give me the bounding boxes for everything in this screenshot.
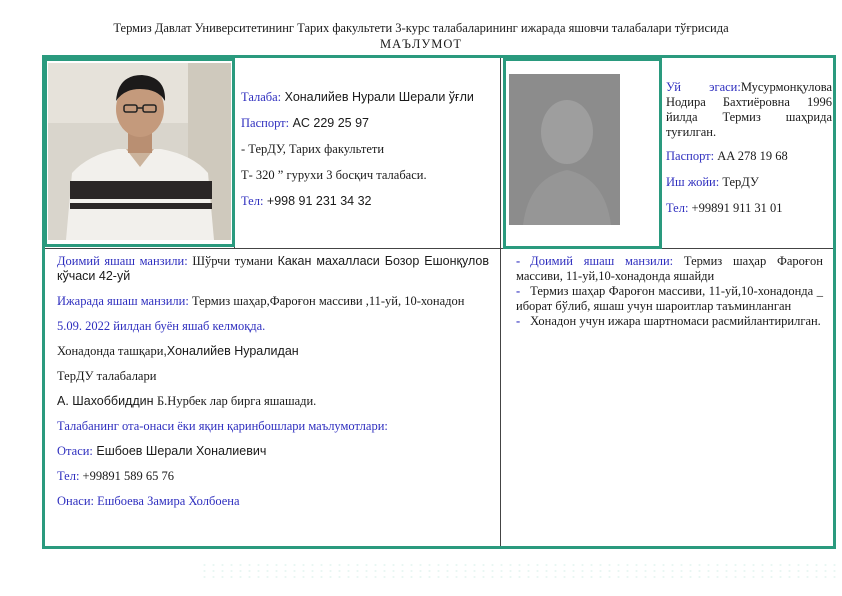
owner-name: Мусурмонқулова Нодира Бахтиёровна 1996 йилда Термиз шаҳрида туғилган. [666, 80, 832, 139]
housing-item-2 [516, 284, 823, 314]
housing-details [516, 254, 823, 329]
owner-info [666, 80, 832, 216]
housing-item-1-text: Термиз шаҳар Фароғон массиви, 11-уй,10-хонадонда яшайди [516, 254, 823, 283]
housing-item-3-text: Хонадон учун ижара шартномаси расмийлантирилган. [530, 314, 821, 328]
student-name-label: Талаба: [241, 90, 282, 104]
student-phone-label: Тел: [241, 194, 264, 208]
household-c: ТерДУ талабалари [57, 369, 157, 383]
student-name: Хоналийев Нурали Шерали ўғли [281, 90, 474, 104]
owner-phone-label: Тел: [666, 201, 689, 215]
perm-address-label: Доимий яшаш манзили: [57, 254, 188, 268]
owner-label: Уй эгаси: [666, 80, 741, 94]
student-passport-label: Паспорт: [241, 116, 290, 130]
father-phone: +99891 589 65 76 [79, 469, 174, 483]
mother-label: Онаси: [57, 494, 94, 508]
decorative-dot-border [200, 562, 840, 578]
housing-item-2-text: Термиз шаҳар Фароғон массиви, 11-уй,10-хонадонда _ иборат бўлиб, яшаш учун шароитлар таъминланган [516, 284, 823, 313]
father-name: Ешбоев Шерали Хоналиевич [92, 444, 267, 458]
perm-address-b: Какан махалласи Бозор Ешонқулов кўчаси 42-уй [57, 254, 489, 283]
student-details [57, 254, 489, 509]
mother-name: Ешбоева Замира Холбоена [93, 494, 240, 508]
owner-work-label: Иш жойи: [666, 175, 720, 189]
student-info [241, 90, 496, 209]
owner-phone: +99891 911 31 01 [688, 201, 783, 215]
bullet-icon: - [516, 284, 521, 298]
divider-row [45, 248, 833, 249]
rent-address: Термиз шаҳар,Фароғон массиви ,11-уй, 10-хонадон [188, 294, 465, 308]
divider-center [500, 58, 501, 546]
student-group: Т- 320 ” гурухи 3 босқич талабаси. [241, 168, 427, 182]
student-faculty: - ТерДУ, Тарих факультети [241, 142, 385, 156]
father-label: Отаси: [57, 444, 93, 458]
cohabitant-b: Б.Нурбек лар бирга яшашади. [157, 394, 317, 408]
housing-item-3 [516, 314, 823, 329]
housing-item-1-label: Доимий яшаш манзили: [530, 254, 674, 268]
relatives-title: Талабанинг ота-онаси ёки яқин қаринбошлари маълумотлари: [57, 419, 388, 433]
owner-passport-label: Паспорт: [666, 149, 715, 163]
document-title: Термиз Давлат Университетининг Тарих факультети 3-курс талабаларининг ижарада яшовчи талабалари тўғрисида [113, 21, 729, 35]
student-photo [48, 63, 231, 240]
household-b: ,Хоналийев Нуралидан [163, 344, 299, 358]
perm-address-a: Шўрчи тумани [187, 254, 278, 268]
owner-passport: AA 278 19 68 [714, 149, 788, 163]
housing-item-1 [516, 254, 823, 284]
father-phone-label: Тел: [57, 469, 80, 483]
student-phone: +998 91 231 34 32 [263, 194, 372, 208]
household-a: Хонадонда ташқари [57, 344, 164, 358]
owner-photo [509, 74, 620, 225]
living-since: 5.09. 2022 йилдан буён яшаб келмоқда. [57, 319, 266, 333]
document-subtitle: МАЪЛУМОТ [379, 37, 463, 51]
bullet-icon: - [516, 314, 521, 328]
rent-address-label: Ижарада яшаш манзили: [57, 294, 189, 308]
bullet-icon: - [516, 254, 521, 268]
cohabitant-a: А. Шахоббиддин [57, 394, 157, 408]
owner-work: ТерДУ [719, 175, 759, 189]
student-passport: AC 229 25 97 [289, 116, 370, 130]
